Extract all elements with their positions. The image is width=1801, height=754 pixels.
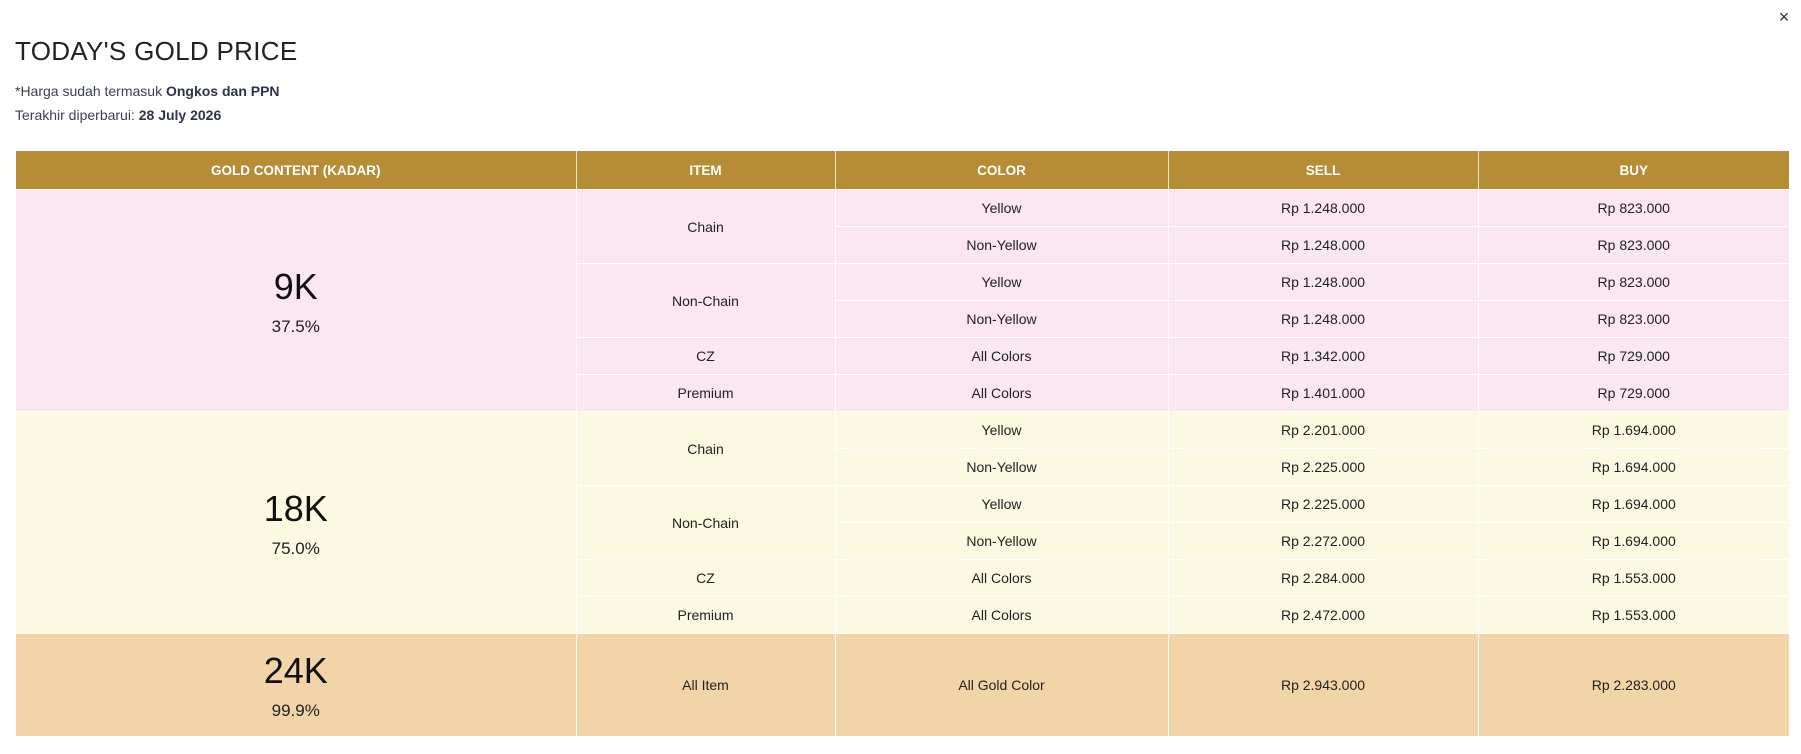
buy-price-cell: Rp 1.694.000 [1478,486,1789,523]
color-cell: All Gold Color [835,634,1168,737]
item-cell: Chain [576,412,835,486]
buy-price-cell: Rp 1.553.000 [1478,597,1789,634]
color-cell: Yellow [835,412,1168,449]
color-cell: Non-Yellow [835,523,1168,560]
gold-content-cell [16,634,576,737]
table-row [16,634,1789,737]
buy-price-cell: Rp 823.000 [1478,301,1789,338]
buy-price-cell: Rp 1.553.000 [1478,560,1789,597]
close-icon: × [1778,7,1790,27]
sell-price-cell: Rp 2.201.000 [1168,412,1478,449]
updated-date: 28 July 2026 [138,107,222,123]
page-title: TODAY'S GOLD PRICE [15,36,298,66]
buy-price-cell: Rp 1.694.000 [1478,412,1789,449]
purity-label: 37.5% [271,316,320,336]
karat-label: 18K [263,487,328,529]
color-cell: Non-Yellow [835,449,1168,486]
last-updated [15,107,221,123]
buy-price-cell: Rp 2.283.000 [1478,634,1789,737]
close-button[interactable] [1773,6,1795,28]
color-cell: Yellow [835,190,1168,227]
table-row [16,412,1789,449]
sell-price-cell: Rp 1.342.000 [1168,338,1478,375]
buy-price-cell: Rp 823.000 [1478,190,1789,227]
sell-price-cell: Rp 1.401.000 [1168,375,1478,412]
karat-label: 24K [263,650,328,691]
sell-price-cell: Rp 1.248.000 [1168,190,1478,227]
gold-content-cell [16,412,576,634]
buy-price-cell: Rp 1.694.000 [1478,449,1789,486]
header-sell: SELL [1168,151,1478,190]
sell-price-cell: Rp 2.225.000 [1168,486,1478,523]
buy-price-cell: Rp 729.000 [1478,338,1789,375]
color-cell: All Colors [835,338,1168,375]
buy-price-cell: Rp 823.000 [1478,264,1789,301]
sell-price-cell: Rp 1.248.000 [1168,264,1478,301]
item-cell: Non-Chain [576,264,835,338]
color-cell: All Colors [835,597,1168,634]
item-cell: CZ [576,560,835,597]
note-bold: Ongkos dan PPN [165,83,280,99]
item-cell: CZ [576,338,835,375]
header-gold-content: GOLD CONTENT (KADAR) [16,151,576,190]
item-cell: Premium [576,375,835,412]
color-cell: Non-Yellow [835,301,1168,338]
price-note [15,83,280,99]
color-cell: All Colors [835,560,1168,597]
sell-price-cell: Rp 2.943.000 [1168,634,1478,737]
purity-label: 75.0% [271,538,320,558]
color-cell: Non-Yellow [835,227,1168,264]
note-prefix: *Harga sudah termasuk [15,83,163,99]
sell-price-cell: Rp 1.248.000 [1168,227,1478,264]
table-header-row [16,151,1789,190]
item-cell: All Item [576,634,835,737]
purity-label: 99.9% [271,701,320,720]
gold-price-table [16,151,1789,736]
buy-price-cell: Rp 729.000 [1478,375,1789,412]
color-cell: All Colors [835,375,1168,412]
sell-price-cell: Rp 1.248.000 [1168,301,1478,338]
updated-label: Terakhir diperbarui: [15,107,135,123]
item-cell: Non-Chain [576,486,835,560]
header-item: ITEM [576,151,835,190]
color-cell: Yellow [835,486,1168,523]
item-cell: Premium [576,597,835,634]
buy-price-cell: Rp 1.694.000 [1478,523,1789,560]
buy-price-cell: Rp 823.000 [1478,227,1789,264]
sell-price-cell: Rp 2.225.000 [1168,449,1478,486]
header-color: COLOR [835,151,1168,190]
gold-content-cell [16,190,576,412]
karat-label: 9K [273,265,318,307]
sell-price-cell: Rp 2.472.000 [1168,597,1478,634]
color-cell: Yellow [835,264,1168,301]
header-buy: BUY [1478,151,1789,190]
table-row [16,190,1789,227]
sell-price-cell: Rp 2.284.000 [1168,560,1478,597]
item-cell: Chain [576,190,835,264]
sell-price-cell: Rp 2.272.000 [1168,523,1478,560]
